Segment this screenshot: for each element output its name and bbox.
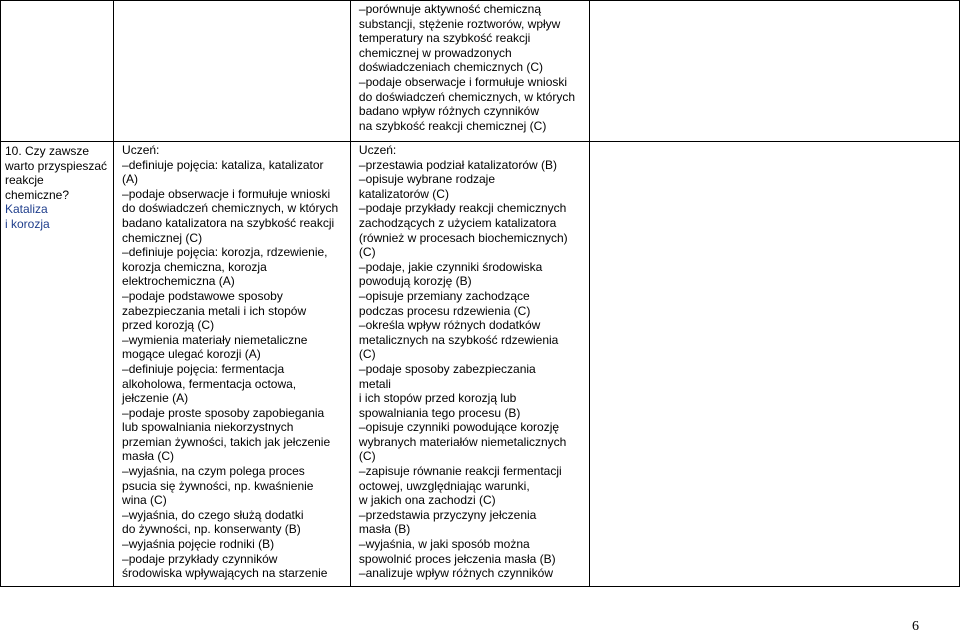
requirement-line: i ich stopów przed korozją lub	[358, 391, 517, 406]
requirement-line: jełczenie (A)	[122, 391, 189, 406]
table-row	[1, 142, 960, 587]
requirement-line: –definiuje pojęcia: korozja, rdzewienie,	[122, 245, 328, 260]
requirement-line: korozja chemiczna, korozja	[122, 259, 267, 274]
requirement-line: –przedstawia przyczyny jełczenia	[358, 507, 537, 522]
requirement-line: –wyjaśnia, w jaki sposób można	[358, 537, 530, 552]
table-row	[1, 1, 960, 142]
lesson-cell-empty	[1, 1, 114, 142]
requirement-line: masła (B)	[358, 522, 411, 537]
lesson-title-line: chemiczne?	[5, 187, 70, 202]
lesson-title	[5, 144, 107, 202]
requirement-line: w jakich ona zachodzi (C)	[358, 493, 496, 508]
requirement-line: –definiuje pojęcia: kataliza, katalizator	[122, 157, 324, 172]
requirement-line: (C)	[358, 449, 376, 464]
requirement-line: –definiuje pojęcia: fermentacja	[122, 361, 285, 376]
requirement-line: –podaje przykłady czynników	[122, 551, 278, 566]
requirement-line: środowiska wpływających na starzenie	[122, 566, 328, 581]
requirement-line: lub spowalniania niekorzystnych	[122, 420, 294, 435]
requirement-line: –podaje, jakie czynniki środowiska	[358, 259, 543, 274]
requirement-line: na szybkość reakcji chemicznej (C)	[358, 118, 547, 133]
requirement-line: octowej, uwzględniając warunki,	[358, 478, 530, 493]
requirement-line: do doświadczeń chemicznych, w których	[122, 201, 339, 216]
requirement-line: chemicznej (C)	[122, 230, 203, 245]
empty-cell	[589, 142, 959, 587]
requirement-line: –wyjaśnia, na czym polega proces	[122, 464, 305, 479]
requirement-line: substancji, stężenie roztworów, wpływ	[358, 16, 561, 31]
requirement-line: –określa wpływ różnych dodatków	[358, 318, 541, 333]
requirement-line: –opisuje przemiany zachodzące	[358, 288, 530, 303]
requirement-line: do żywności, np. konserwanty (B)	[122, 522, 301, 537]
requirement-line: –wyjaśnia, do czego służą dodatki	[122, 507, 304, 522]
requirement-line: psucia się żywności, np. kwaśnienie	[122, 478, 314, 493]
requirement-line: wybranych materiałów niemetalicznych	[358, 434, 567, 449]
requirement-line: metalicznych na szybkość rdzewienia	[358, 332, 559, 347]
requirement-line: spowolnić proces jełczenia masła (B)	[358, 551, 556, 566]
basic-requirements-cell	[114, 142, 351, 587]
requirement-line: mogące ulegać korozji (A)	[122, 347, 261, 362]
requirement-line: (C)	[358, 347, 376, 362]
requirement-line: –zapisuje równanie reakcji fermentacji	[358, 464, 562, 479]
extended-requirements-cell	[350, 142, 589, 587]
requirement-line: elektrochemiczna (A)	[122, 274, 235, 289]
requirement-line: masła (C)	[122, 449, 175, 464]
extended-cell-empty	[589, 1, 959, 142]
requirement-line: zabezpieczania metali i ich stopów	[122, 303, 307, 318]
requirement-line: –podaje obserwacje i formułuje wnioski	[122, 186, 331, 201]
continued-requirements-list	[351, 1, 589, 133]
requirement-line: –podaje przykłady reakcji chemicznych	[358, 201, 567, 216]
requirement-line: do doświadczeń chemicznych, w których	[358, 89, 576, 104]
requirement-line: –podaje proste sposoby zapobiegania	[122, 405, 325, 420]
extended-requirements-list	[359, 158, 583, 581]
requirement-line: badano wpływ różnych czynników	[358, 104, 540, 119]
lesson-subtitle-line: i korozja	[5, 216, 50, 231]
requirement-line: podczas procesu rdzewienia (C)	[358, 303, 531, 318]
requirement-line: (A)	[122, 172, 139, 187]
requirement-line: alkoholowa, fermentacja octowa,	[122, 376, 297, 391]
requirement-line: chemicznej w prowadzonych	[358, 45, 512, 60]
lesson-subtitle-line: Kataliza	[5, 202, 48, 217]
page-number: 6	[912, 619, 919, 634]
requirement-line: przemian żywności, takich jak jełczenie	[122, 434, 331, 449]
requirement-line: –analizuje wpływ różnych czynników	[358, 566, 554, 581]
requirement-line: –wyjaśnia pojęcie rodniki (B)	[122, 537, 275, 552]
requirement-line: (również w procesach biochemicznych)	[358, 230, 568, 245]
requirement-line: –przestawia podział katalizatorów (B)	[358, 157, 558, 172]
requirement-line: przed korozją (C)	[122, 318, 215, 333]
requirement-line: zachodzących z użyciem katalizatora	[358, 215, 557, 230]
lesson-title-line: 10. Czy zawsze	[5, 144, 90, 158]
requirement-line: –podaje sposoby zabezpieczania	[358, 361, 536, 376]
requirement-line: badano katalizatora na szybkość reakcji	[122, 215, 335, 230]
requirement-line: temperatury na szybkość reakcji	[358, 31, 531, 46]
requirement-line: –opisuje wybrane rodzaje	[358, 172, 496, 187]
basic-cell-empty	[114, 1, 351, 142]
lesson-subtitle	[5, 202, 107, 231]
requirement-line: –porównuje aktywność chemiczną	[358, 2, 542, 16]
lesson-cell	[1, 142, 114, 587]
requirement-line: wina (C)	[122, 493, 167, 508]
basic-heading: Uczeń:	[122, 143, 160, 157]
requirement-line: metali	[358, 376, 391, 391]
basic-requirements-list	[122, 158, 344, 581]
lesson-title-line: reakcje	[5, 173, 44, 188]
requirement-line: –opisuje czynniki powodujące korozję	[358, 420, 560, 435]
requirement-line: doświadczeniach chemicznych (C)	[358, 60, 543, 75]
requirement-line: katalizatorów (C)	[358, 186, 449, 201]
requirement-line: (C)	[358, 245, 376, 260]
lesson-title-line: warto przyspieszać	[5, 158, 108, 173]
continued-requirements-cell	[350, 1, 589, 142]
requirement-line: spowalniania tego procesu (B)	[358, 405, 521, 420]
requirement-line: powodują korozję (B)	[358, 274, 472, 289]
extended-heading: Uczeń:	[358, 143, 397, 157]
requirement-line: –podaje podstawowe sposoby	[122, 288, 283, 303]
requirement-line: –podaje obserwacje i formułuje wnioski	[358, 74, 568, 89]
requirement-line: –wymienia materiały niemetaliczne	[122, 332, 308, 347]
